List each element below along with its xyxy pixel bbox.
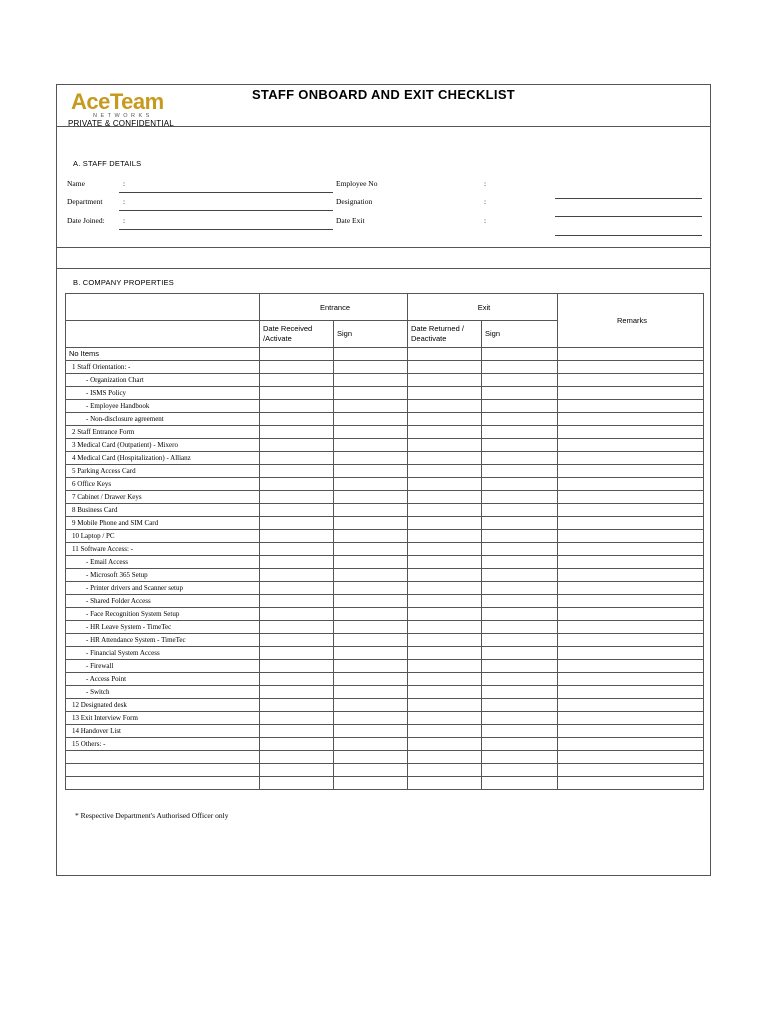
table-cell[interactable] bbox=[334, 517, 408, 530]
table-cell[interactable] bbox=[334, 699, 408, 712]
table-cell[interactable] bbox=[482, 751, 558, 764]
checklist-form bbox=[56, 84, 711, 876]
table-cell[interactable] bbox=[558, 582, 704, 595]
table-cell[interactable] bbox=[482, 569, 558, 582]
item-label: 2 Staff Entrance Form bbox=[66, 426, 260, 439]
table-cell[interactable] bbox=[260, 556, 334, 569]
item-label: 15 Others: - bbox=[66, 738, 260, 751]
item-label bbox=[66, 751, 260, 764]
table-cell[interactable] bbox=[260, 699, 334, 712]
table-cell[interactable] bbox=[334, 413, 408, 426]
table-cell[interactable] bbox=[408, 660, 482, 673]
table-cell[interactable] bbox=[334, 556, 408, 569]
designation-colon: : bbox=[484, 197, 487, 206]
date-joined-colon: : bbox=[123, 216, 126, 225]
item-label: - Face Recognition System Setup bbox=[66, 608, 260, 621]
table-cell[interactable] bbox=[408, 686, 482, 699]
table-cell[interactable] bbox=[482, 361, 558, 374]
table-cell[interactable] bbox=[482, 348, 558, 361]
table-cell[interactable] bbox=[334, 595, 408, 608]
table-cell[interactable] bbox=[558, 530, 704, 543]
table-cell[interactable] bbox=[260, 686, 334, 699]
table-row bbox=[66, 647, 704, 660]
item-label bbox=[66, 764, 260, 777]
table-cell[interactable] bbox=[260, 634, 334, 647]
table-row bbox=[66, 465, 704, 478]
table-row bbox=[66, 569, 704, 582]
table-cell[interactable] bbox=[260, 465, 334, 478]
table-cell[interactable] bbox=[334, 673, 408, 686]
item-label: 14 Handover List bbox=[66, 725, 260, 738]
table-row bbox=[66, 738, 704, 751]
table-row bbox=[66, 777, 704, 790]
table-cell[interactable] bbox=[334, 465, 408, 478]
table-row bbox=[66, 725, 704, 738]
table-row bbox=[66, 621, 704, 634]
table-header-row bbox=[66, 294, 704, 321]
table-row bbox=[66, 634, 704, 647]
table-cell[interactable] bbox=[408, 517, 482, 530]
table-row bbox=[66, 686, 704, 699]
table-cell[interactable] bbox=[482, 400, 558, 413]
date-joined-field[interactable] bbox=[119, 229, 333, 230]
designation-field[interactable] bbox=[555, 216, 702, 217]
table-cell[interactable] bbox=[558, 478, 704, 491]
employee-no-label: Employee No bbox=[336, 179, 378, 188]
table-cell[interactable] bbox=[558, 361, 704, 374]
table-cell[interactable] bbox=[260, 725, 334, 738]
table-cell[interactable] bbox=[558, 556, 704, 569]
table-cell[interactable] bbox=[408, 478, 482, 491]
table-cell[interactable] bbox=[558, 634, 704, 647]
table-cell[interactable] bbox=[558, 465, 704, 478]
table-cell[interactable] bbox=[408, 400, 482, 413]
table-cell[interactable] bbox=[408, 491, 482, 504]
table-cell[interactable] bbox=[408, 582, 482, 595]
section-divider-bottom bbox=[57, 268, 710, 269]
table-cell[interactable] bbox=[334, 439, 408, 452]
table-cell[interactable] bbox=[482, 712, 558, 725]
exit-header: Exit bbox=[408, 294, 558, 321]
table-cell[interactable] bbox=[334, 452, 408, 465]
table-cell[interactable] bbox=[260, 478, 334, 491]
item-label: - HR Attendance System - TimeTec bbox=[66, 634, 260, 647]
table-cell[interactable] bbox=[408, 387, 482, 400]
table-cell[interactable] bbox=[260, 777, 334, 790]
table-cell[interactable] bbox=[260, 530, 334, 543]
table-cell[interactable] bbox=[558, 543, 704, 556]
table-cell[interactable] bbox=[260, 660, 334, 673]
company-properties-table bbox=[65, 293, 704, 790]
table-row bbox=[66, 491, 704, 504]
table-cell[interactable] bbox=[408, 738, 482, 751]
table-cell[interactable] bbox=[558, 491, 704, 504]
table-cell[interactable] bbox=[408, 647, 482, 660]
table-row bbox=[66, 673, 704, 686]
table-cell[interactable] bbox=[408, 504, 482, 517]
table-cell[interactable] bbox=[408, 439, 482, 452]
table-cell[interactable] bbox=[558, 673, 704, 686]
table-cell[interactable] bbox=[558, 387, 704, 400]
table-row bbox=[66, 426, 704, 439]
table-cell[interactable] bbox=[482, 777, 558, 790]
table-cell[interactable] bbox=[334, 608, 408, 621]
item-label: - Shared Folder Access bbox=[66, 595, 260, 608]
table-cell[interactable] bbox=[482, 764, 558, 777]
item-label: 8 Business Card bbox=[66, 504, 260, 517]
table-cell[interactable] bbox=[558, 413, 704, 426]
table-cell[interactable] bbox=[482, 426, 558, 439]
table-cell[interactable] bbox=[334, 647, 408, 660]
item-label: - ISMS Policy bbox=[66, 387, 260, 400]
table-cell[interactable] bbox=[408, 543, 482, 556]
table-cell[interactable] bbox=[482, 556, 558, 569]
table-row bbox=[66, 517, 704, 530]
department-label: Department bbox=[67, 197, 103, 206]
table-cell[interactable] bbox=[260, 712, 334, 725]
table-cell[interactable] bbox=[482, 491, 558, 504]
item-label: - Non-disclosure agreement bbox=[66, 413, 260, 426]
item-label: 3 Medical Card (Outpatient) - Mixero bbox=[66, 439, 260, 452]
table-cell[interactable] bbox=[260, 543, 334, 556]
table-cell[interactable] bbox=[482, 738, 558, 751]
item-label: - Financial System Access bbox=[66, 647, 260, 660]
table-cell[interactable] bbox=[558, 608, 704, 621]
table-row bbox=[66, 361, 704, 374]
table-cell[interactable] bbox=[558, 621, 704, 634]
table-cell[interactable] bbox=[482, 530, 558, 543]
table-cell[interactable] bbox=[334, 400, 408, 413]
table-cell[interactable] bbox=[334, 426, 408, 439]
table-cell[interactable] bbox=[482, 725, 558, 738]
header-divider bbox=[57, 126, 710, 127]
name-label: Name bbox=[67, 179, 85, 188]
table-cell[interactable] bbox=[334, 751, 408, 764]
table-cell[interactable] bbox=[260, 569, 334, 582]
form-title: STAFF ONBOARD AND EXIT CHECKLIST bbox=[251, 87, 516, 102]
item-label: - Access Point bbox=[66, 673, 260, 686]
date-exit-label: Date Exit bbox=[336, 216, 365, 225]
table-cell[interactable] bbox=[558, 400, 704, 413]
table-cell[interactable] bbox=[482, 673, 558, 686]
table-row bbox=[66, 504, 704, 517]
table-cell[interactable] bbox=[482, 608, 558, 621]
table-cell[interactable] bbox=[482, 439, 558, 452]
no-items-row bbox=[66, 348, 704, 361]
remarks-header: Remarks bbox=[558, 294, 704, 348]
table-cell[interactable] bbox=[260, 517, 334, 530]
table-cell[interactable] bbox=[334, 764, 408, 777]
table-cell[interactable] bbox=[482, 686, 558, 699]
employee-no-field[interactable] bbox=[555, 198, 702, 199]
table-cell[interactable] bbox=[482, 660, 558, 673]
table-cell[interactable] bbox=[408, 712, 482, 725]
table-cell[interactable] bbox=[334, 387, 408, 400]
table-row bbox=[66, 608, 704, 621]
table-cell[interactable] bbox=[260, 361, 334, 374]
table-cell[interactable] bbox=[558, 751, 704, 764]
logo-brand: AceTeam bbox=[71, 89, 164, 114]
table-cell[interactable] bbox=[408, 465, 482, 478]
item-label: - Printer drivers and Scanner setup bbox=[66, 582, 260, 595]
department-field[interactable] bbox=[119, 210, 333, 211]
item-label: - Email Access bbox=[66, 556, 260, 569]
table-cell[interactable] bbox=[482, 582, 558, 595]
table-cell[interactable] bbox=[334, 543, 408, 556]
table-cell[interactable] bbox=[482, 478, 558, 491]
table-cell[interactable] bbox=[334, 478, 408, 491]
subheader-blank-cell bbox=[66, 321, 260, 348]
table-row bbox=[66, 595, 704, 608]
table-cell[interactable] bbox=[408, 569, 482, 582]
table-cell[interactable] bbox=[334, 712, 408, 725]
item-label: 6 Office Keys bbox=[66, 478, 260, 491]
item-label: 9 Mobile Phone and SIM Card bbox=[66, 517, 260, 530]
table-cell[interactable] bbox=[408, 452, 482, 465]
staff-details-heading: A. STAFF DETAILS bbox=[73, 159, 142, 168]
table-cell[interactable] bbox=[260, 439, 334, 452]
header-blank-cell bbox=[66, 294, 260, 321]
table-cell[interactable] bbox=[260, 608, 334, 621]
table-cell[interactable] bbox=[260, 504, 334, 517]
table-cell[interactable] bbox=[558, 348, 704, 361]
table-cell[interactable] bbox=[334, 582, 408, 595]
table-cell[interactable] bbox=[334, 361, 408, 374]
confidential-label: PRIVATE & CONFIDENTIAL bbox=[68, 119, 174, 128]
table-cell[interactable] bbox=[408, 777, 482, 790]
table-row bbox=[66, 374, 704, 387]
table-cell[interactable] bbox=[558, 686, 704, 699]
table-cell[interactable] bbox=[408, 751, 482, 764]
table-cell[interactable] bbox=[558, 699, 704, 712]
item-label: - HR Leave System - TimeTec bbox=[66, 621, 260, 634]
table-cell[interactable] bbox=[558, 712, 704, 725]
section-divider-top bbox=[57, 247, 710, 248]
table-cell[interactable] bbox=[260, 374, 334, 387]
table-row bbox=[66, 712, 704, 725]
item-label: 7 Cabinet / Drawer Keys bbox=[66, 491, 260, 504]
table-row bbox=[66, 556, 704, 569]
item-label: 10 Laptop / PC bbox=[66, 530, 260, 543]
table-cell[interactable] bbox=[334, 738, 408, 751]
table-cell[interactable] bbox=[334, 621, 408, 634]
employee-no-colon: : bbox=[484, 179, 487, 188]
table-cell[interactable] bbox=[260, 491, 334, 504]
table-cell[interactable] bbox=[408, 699, 482, 712]
table-row bbox=[66, 699, 704, 712]
no-items-header: No Items bbox=[66, 348, 260, 361]
table-cell[interactable] bbox=[260, 400, 334, 413]
table-cell[interactable] bbox=[558, 764, 704, 777]
table-cell[interactable] bbox=[558, 660, 704, 673]
table-cell[interactable] bbox=[408, 374, 482, 387]
table-cell[interactable] bbox=[408, 413, 482, 426]
item-label: - Firewall bbox=[66, 660, 260, 673]
entrance-sign-header: Sign bbox=[334, 321, 408, 348]
table-cell[interactable] bbox=[334, 777, 408, 790]
table-cell[interactable] bbox=[482, 452, 558, 465]
item-label: - Organization Chart bbox=[66, 374, 260, 387]
item-label: 4 Medical Card (Hospitalization) - Allianz bbox=[66, 452, 260, 465]
table-cell[interactable] bbox=[334, 569, 408, 582]
table-cell[interactable] bbox=[334, 374, 408, 387]
table-cell[interactable] bbox=[482, 517, 558, 530]
table-cell[interactable] bbox=[482, 647, 558, 660]
table-cell[interactable] bbox=[334, 530, 408, 543]
table-row bbox=[66, 660, 704, 673]
table-cell[interactable] bbox=[260, 673, 334, 686]
table-row bbox=[66, 530, 704, 543]
table-cell[interactable] bbox=[558, 777, 704, 790]
table-cell[interactable] bbox=[558, 569, 704, 582]
table-cell[interactable] bbox=[482, 595, 558, 608]
item-label bbox=[66, 777, 260, 790]
table-cell[interactable] bbox=[260, 426, 334, 439]
date-exit-field[interactable] bbox=[555, 235, 702, 236]
table-cell[interactable] bbox=[408, 608, 482, 621]
table-cell[interactable] bbox=[558, 647, 704, 660]
table-cell[interactable] bbox=[334, 686, 408, 699]
table-cell[interactable] bbox=[260, 764, 334, 777]
table-cell[interactable] bbox=[558, 374, 704, 387]
table-cell[interactable] bbox=[260, 582, 334, 595]
table-cell[interactable] bbox=[482, 504, 558, 517]
table-cell[interactable] bbox=[558, 426, 704, 439]
table-cell[interactable] bbox=[558, 738, 704, 751]
table-row bbox=[66, 582, 704, 595]
table-row bbox=[66, 387, 704, 400]
exit-sign-header: Sign bbox=[482, 321, 558, 348]
designation-label: Designation bbox=[336, 197, 373, 206]
table-cell[interactable] bbox=[334, 504, 408, 517]
table-cell[interactable] bbox=[334, 634, 408, 647]
table-cell[interactable] bbox=[482, 413, 558, 426]
table-row bbox=[66, 478, 704, 491]
table-cell[interactable] bbox=[482, 634, 558, 647]
table-cell[interactable] bbox=[482, 543, 558, 556]
table-cell[interactable] bbox=[334, 348, 408, 361]
item-label: 5 Parking Access Card bbox=[66, 465, 260, 478]
table-cell[interactable] bbox=[334, 660, 408, 673]
table-cell[interactable] bbox=[558, 452, 704, 465]
table-cell[interactable] bbox=[408, 621, 482, 634]
item-label: 11 Software Access: - bbox=[66, 543, 260, 556]
table-cell[interactable] bbox=[408, 348, 482, 361]
table-row bbox=[66, 439, 704, 452]
date-received-header: Date Received /Activate bbox=[260, 321, 334, 348]
item-label: - Switch bbox=[66, 686, 260, 699]
table-row bbox=[66, 452, 704, 465]
table-cell[interactable] bbox=[408, 725, 482, 738]
table-cell[interactable] bbox=[408, 530, 482, 543]
table-cell[interactable] bbox=[558, 517, 704, 530]
table-cell[interactable] bbox=[260, 387, 334, 400]
table-cell[interactable] bbox=[334, 491, 408, 504]
table-cell[interactable] bbox=[482, 465, 558, 478]
table-row bbox=[66, 751, 704, 764]
date-returned-header: Date Returned / Deactivate bbox=[408, 321, 482, 348]
department-colon: : bbox=[123, 197, 126, 206]
table-cell[interactable] bbox=[482, 699, 558, 712]
entrance-header: Entrance bbox=[260, 294, 408, 321]
table-cell[interactable] bbox=[260, 738, 334, 751]
table-cell[interactable] bbox=[260, 621, 334, 634]
logo-subtitle: NETWORKS bbox=[93, 113, 153, 119]
table-row bbox=[66, 413, 704, 426]
table-cell[interactable] bbox=[482, 621, 558, 634]
table-cell[interactable] bbox=[334, 725, 408, 738]
table-cell[interactable] bbox=[260, 751, 334, 764]
table-cell[interactable] bbox=[260, 452, 334, 465]
item-label: - Microsoft 365 Setup bbox=[66, 569, 260, 582]
table-cell[interactable] bbox=[558, 725, 704, 738]
table-cell[interactable] bbox=[408, 595, 482, 608]
item-label: - Employee Handbook bbox=[66, 400, 260, 413]
table-cell[interactable] bbox=[408, 634, 482, 647]
table-cell[interactable] bbox=[260, 413, 334, 426]
table-row bbox=[66, 543, 704, 556]
name-field[interactable] bbox=[119, 192, 333, 193]
table-row bbox=[66, 764, 704, 777]
table-cell[interactable] bbox=[558, 595, 704, 608]
table-cell[interactable] bbox=[260, 595, 334, 608]
table-row bbox=[66, 400, 704, 413]
table-cell[interactable] bbox=[408, 764, 482, 777]
item-label: 12 Designated desk bbox=[66, 699, 260, 712]
date-exit-colon: : bbox=[484, 216, 487, 225]
table-cell[interactable] bbox=[482, 374, 558, 387]
table-cell[interactable] bbox=[260, 647, 334, 660]
item-label: 1 Staff Orientation: - bbox=[66, 361, 260, 374]
table-cell[interactable] bbox=[408, 556, 482, 569]
table-cell[interactable] bbox=[558, 504, 704, 517]
footnote: * Respective Department's Authorised Officer only bbox=[75, 811, 229, 820]
table-cell[interactable] bbox=[408, 361, 482, 374]
item-label: 13 Exit Interview Form bbox=[66, 712, 260, 725]
date-joined-label: Date Joined: bbox=[67, 216, 105, 225]
company-properties-heading: B. COMPANY PROPERTIES bbox=[73, 278, 174, 287]
name-colon: : bbox=[123, 179, 126, 188]
table-cell[interactable] bbox=[408, 673, 482, 686]
table-cell[interactable] bbox=[260, 348, 334, 361]
table-cell[interactable] bbox=[558, 439, 704, 452]
table-cell[interactable] bbox=[482, 387, 558, 400]
table-cell[interactable] bbox=[408, 426, 482, 439]
